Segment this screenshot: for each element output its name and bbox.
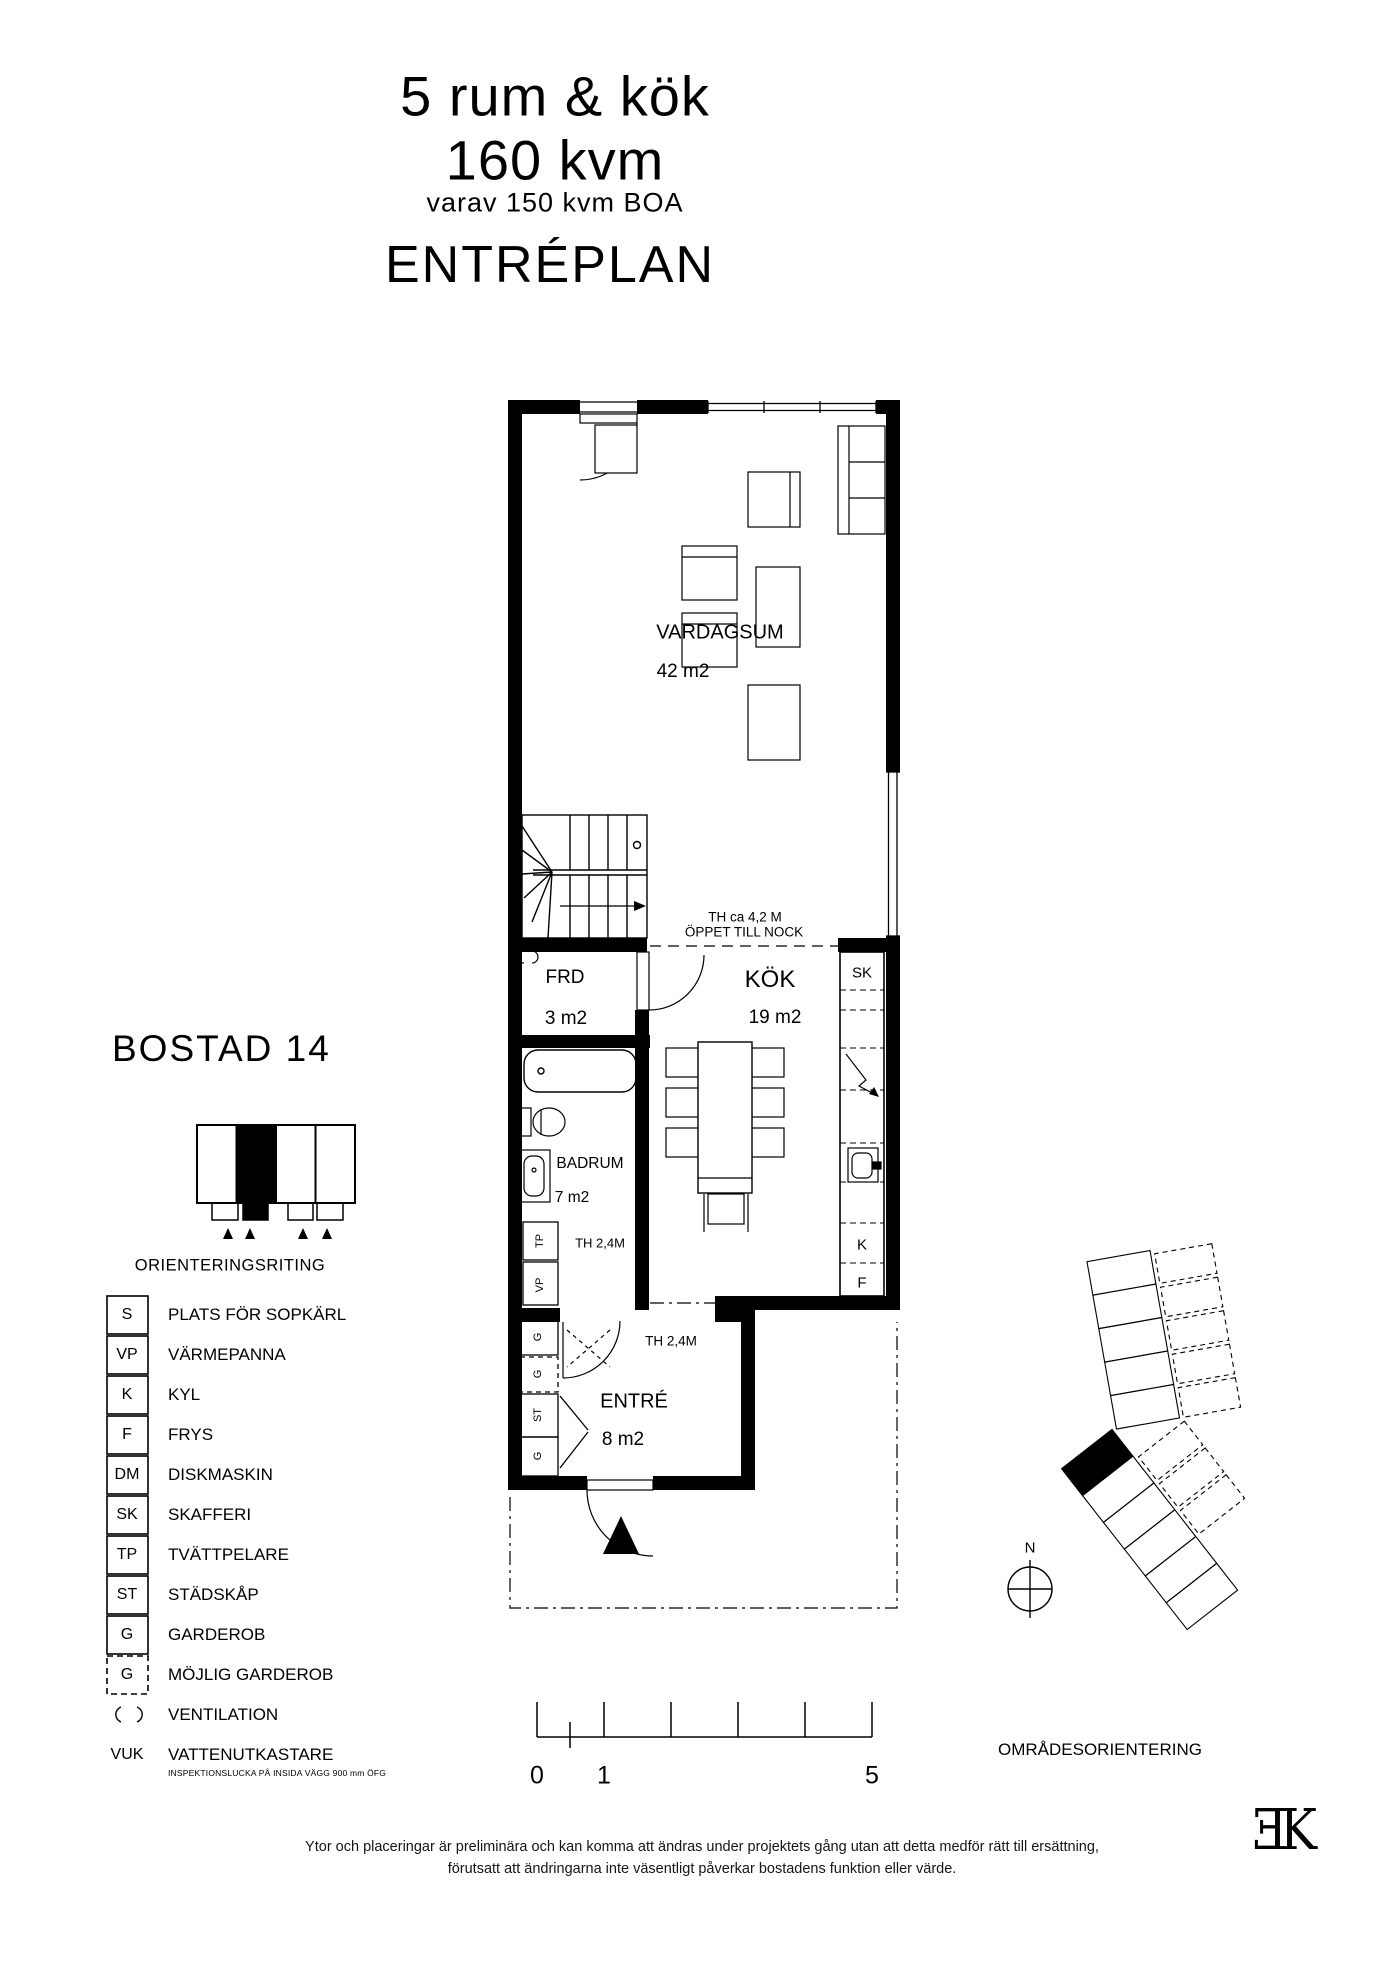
ventilation-symbol-legend — [116, 1707, 142, 1722]
orientation-caption: ORIENTERINGSRITING — [134, 1256, 326, 1275]
legend-label-f: FRYS — [168, 1425, 214, 1444]
window-top — [708, 401, 876, 413]
legend-code-vp: VP — [116, 1346, 138, 1363]
fixture-f: F — [857, 1274, 867, 1292]
room-area-kok: 19 m2 — [748, 1007, 802, 1028]
scale-bar — [537, 1702, 872, 1748]
legend-code-k: K — [121, 1386, 133, 1403]
room-label-kok: KÖK — [744, 966, 796, 993]
legend-label-g-dashed: MÖJLIG GARDEROB — [168, 1665, 334, 1684]
legend-code-s: S — [121, 1306, 133, 1323]
north-label: N — [1024, 1539, 1036, 1557]
disclaimer-line2: förutsatt att ändringarna inte väsentligt påverkar bostadens funktion eller värde. — [447, 1861, 957, 1877]
legend-code-st: ST — [116, 1586, 138, 1603]
room-label-badrum: BADRUM — [556, 1155, 624, 1172]
legend-label-ventilation: VENTILATION — [168, 1705, 279, 1724]
front-door — [587, 1480, 653, 1556]
scale-label-1: 1 — [597, 1761, 611, 1790]
disclaimer-line1: Ytor och placeringar är preliminära och kan komma att ändras under projektets gång utan att detta medför rätt till ersättning, — [305, 1839, 1099, 1855]
legend-code-vuk: VUK — [110, 1746, 144, 1763]
legend-code-f: F — [122, 1426, 132, 1443]
plan-name: ENTRÉPLAN — [384, 236, 716, 294]
scale-label-5: 5 — [865, 1761, 879, 1790]
site-plan — [1008, 1240, 1286, 1630]
bathroom-fixtures — [520, 1050, 636, 1305]
legend-label-dm: DISKMASKIN — [168, 1465, 273, 1484]
legend-label-tp: TVÄTTPELARE — [168, 1545, 289, 1564]
page-title-area: 160 kvm — [445, 128, 665, 192]
legend-code-tp: TP — [116, 1546, 138, 1563]
north-compass — [1008, 1560, 1052, 1618]
entre-closets — [520, 1318, 588, 1476]
bathtub — [524, 1050, 636, 1092]
room-label-entre: ENTRÉ — [600, 1390, 668, 1413]
fixture-sk: SK — [851, 964, 873, 982]
siteplan-title: OMRÅDESORIENTERING — [997, 1740, 1203, 1759]
legend-label-st: STÄDSKÅP — [168, 1585, 259, 1604]
fixture-g1: G — [532, 1332, 544, 1342]
room-label-vardagsrum: VARDAGSUM — [656, 621, 784, 644]
legend-label-vp: VÄRMEPANNA — [168, 1345, 286, 1364]
fixture-k: K — [856, 1236, 868, 1254]
fixture-g3: G — [532, 1451, 544, 1461]
bathroom-sink — [520, 1150, 550, 1202]
entrance-arrow — [603, 1516, 639, 1554]
legend-vuk-note: INSPEKTIONSLUCKA PÅ INSIDA VÄGG 900 mm ÖFG — [168, 1768, 387, 1778]
legend-code-dm: DM — [114, 1466, 140, 1483]
fixture-st: ST — [532, 1407, 544, 1423]
room-label-frd: FRD — [545, 967, 585, 988]
window-right — [886, 772, 900, 936]
page-title-rooms: 5 rum & kök — [400, 64, 710, 128]
legend-label-s: PLATS FÖR SOPKÄRL — [168, 1305, 347, 1324]
legend-code-g-dashed: G — [120, 1666, 134, 1683]
dining-set — [666, 1042, 784, 1232]
bathroom-door — [563, 1321, 620, 1378]
fixture-vp: VP — [534, 1277, 546, 1293]
room-area-vardagsrum: 42 m2 — [656, 661, 710, 682]
livingroom-furniture — [595, 425, 885, 760]
page-title-boa: varav 150 kvm BOA — [426, 187, 684, 218]
legend-code-g: G — [120, 1626, 134, 1643]
room-area-frd: 3 m2 — [544, 1008, 588, 1029]
legend-label-k: KYL — [168, 1385, 201, 1404]
room-area-entre: 8 m2 — [601, 1429, 645, 1450]
scale-label-0: 0 — [530, 1761, 544, 1790]
legend-code-sk: SK — [116, 1506, 138, 1523]
plot-lines — [510, 1303, 897, 1608]
fixture-g2: G — [532, 1369, 544, 1379]
ek-logo: ƎK — [1252, 1797, 1308, 1863]
site-plan-highlight-unit — [1062, 1429, 1133, 1495]
legend-label-sk: SKAFFERI — [168, 1505, 252, 1524]
fixture-tp: TP — [534, 1233, 546, 1249]
note-open-to-ridge: ÖPPET TILL NOCK — [684, 924, 804, 940]
staircase — [522, 815, 647, 938]
room-area-badrum: 7 m2 — [554, 1189, 590, 1206]
note-ridge-height: TH ca 4,2 M — [708, 909, 782, 925]
note-ceiling-badrum: TH 2,4M — [575, 1235, 625, 1251]
note-ceiling-entre: TH 2,4M — [645, 1333, 697, 1349]
orientation-drawing — [197, 1125, 355, 1239]
toilet — [520, 1108, 565, 1136]
kitchen-door — [637, 952, 704, 1010]
unit-title: BOSTAD 14 — [112, 1028, 331, 1069]
legend-label-g: GARDEROB — [168, 1625, 266, 1644]
legend-label-vuk: VATTENUTKASTARE — [168, 1745, 334, 1764]
